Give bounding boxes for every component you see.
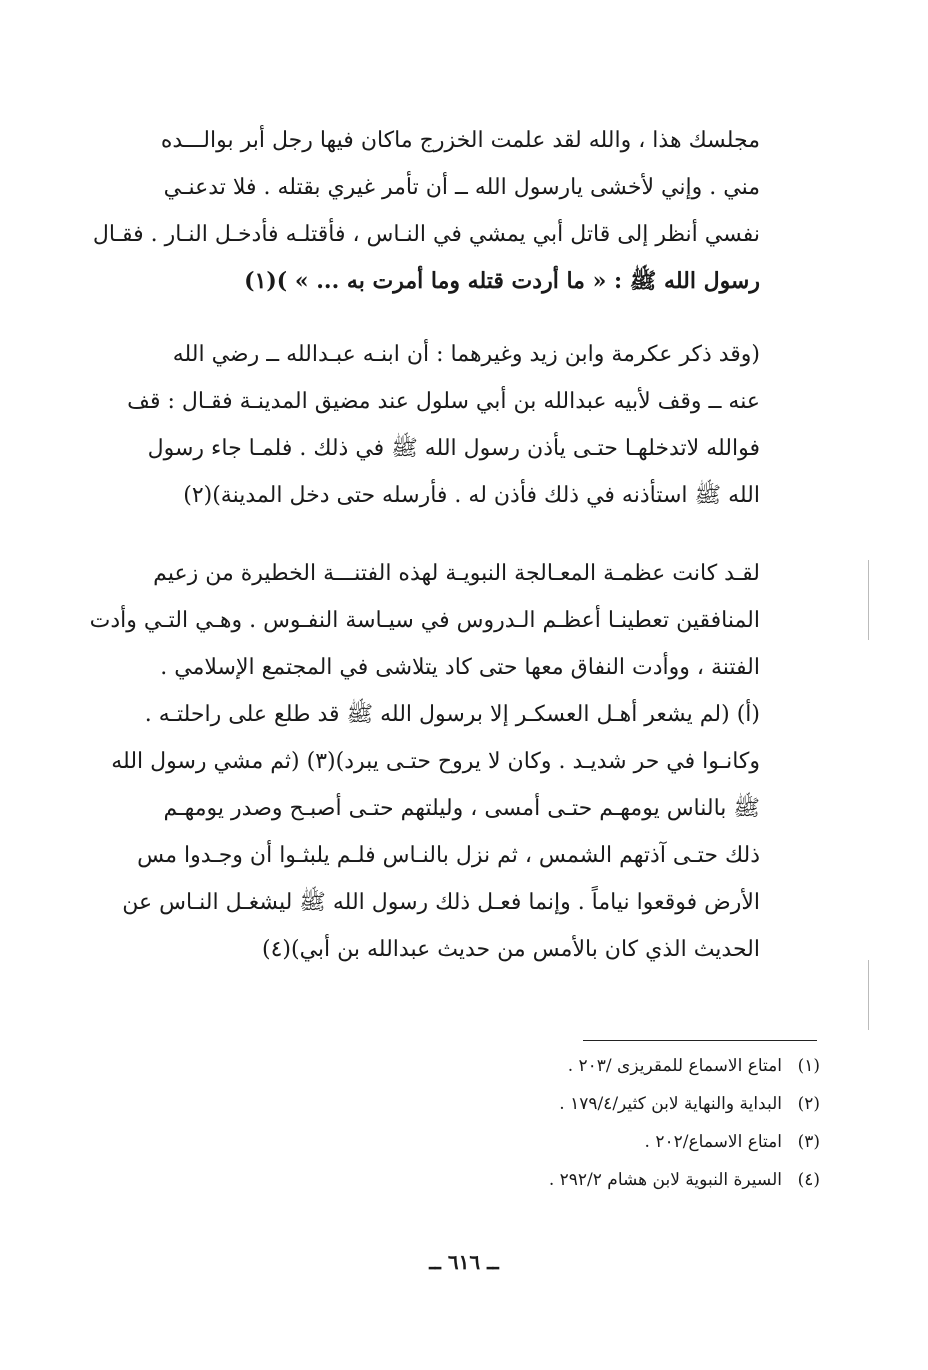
- paragraph-2: [82, 331, 760, 519]
- scan-margin-line: [868, 560, 869, 640]
- footnote-number: (٤): [797, 1170, 820, 1190]
- scan-margin-line: [868, 960, 869, 1030]
- page-number: ــ ٦١٦ ــ: [429, 1250, 499, 1274]
- footnote-divider: [583, 1040, 817, 1041]
- text-line: المنافقين تعطينـا أعظـم الـدروس في سيـاسة النفـوس . وهـي التـي وأدت: [89, 608, 760, 633]
- footnote-number: (٢): [797, 1094, 820, 1114]
- text-line: الفتنة ، ووأدت النفاق معها حتى كاد يتلاشى في المجتمع الإسلامي .: [160, 655, 760, 680]
- text-line: الحديث الذي كان بالأمس من حديث عبدالله بن أبي)(٤): [262, 937, 760, 962]
- text-line: مجلسك هذا ، والله لقد علمت الخزرج ماكان فيها رجل أبر بوالـــده: [160, 128, 760, 153]
- text-line: ﷺ بالناس يومهـم حتـى أمسى ، وليلتهم حتـى أصبـح وصدر يومهـم: [163, 796, 760, 821]
- footnote-item: [440, 1123, 820, 1161]
- footnote-item: [440, 1161, 820, 1199]
- paragraph-3: [82, 550, 760, 973]
- footnote-text: البداية والنهاية لابن كثير/١٧٩/٤ .: [559, 1094, 782, 1114]
- text-line: فوالله لاتدخلهـا حتـى يأذن رسول الله ﷺ في ذلك . فلمـا جاء رسول: [147, 436, 760, 461]
- footnote-item: [440, 1047, 820, 1085]
- text-line: نفسي أنظر إلى قاتل أبي يمشي في النـاس ، فأقتلـه فأدخـل النـار . فقـال: [92, 222, 760, 247]
- text-line: عنه ــ وقف لأبيه عبدالله بن أبي سلول عند مضيق المدينـة فقـال : قف: [127, 389, 760, 414]
- footnote-number: (١): [797, 1056, 820, 1076]
- footnote-item: [440, 1085, 820, 1123]
- text-line: ذلك حتـى آذتهم الشمس ، ثم نزل بالنـاس فلـم يلبثـوا أن وجـدوا مس: [137, 843, 760, 868]
- text-line: لقـد كانت عظمـة المعـالجة النبويـة لهذه الفتنـــة الخطيرة من زعيم: [153, 561, 760, 586]
- footnote-text: السيرة النبوية لابن هشام ٢٩٢/٢ .: [548, 1170, 782, 1190]
- text-line: وكانـوا في حر شديـد . وكان لا يروح حتـى يبرد)(٣) (ثم مشي رسول الله: [111, 749, 760, 774]
- text-line: الله ﷺ استأذنه في ذلك فأذن له . فأرسله حتى دخل المدينة)(٢): [183, 483, 760, 508]
- footnote-text: امتاع الاسماع/٢٠٢ .: [644, 1132, 782, 1152]
- footnotes: [440, 1047, 820, 1199]
- footnote-number: (٣): [797, 1132, 820, 1152]
- footnote-text: امتاع الاسماع للمقريزى /٢٠٣ .: [567, 1056, 782, 1076]
- text-line: (وقد ذكر عكرمة وابن زيد وغيرهما : أن ابنـه عبـدالله ــ رضي الله: [172, 342, 760, 367]
- text-line: الأرض فوقعوا نياماً . وإنما فعـل ذلك رسول الله ﷺ ليشغـل النـاس عن: [122, 890, 760, 915]
- paragraph-1: [82, 117, 760, 305]
- text-line: (أ) (لم يشعر أهـل العسكـر إلا برسول الله ﷺ قد طلع على راحلتـه .: [144, 702, 760, 727]
- text-line-quote: رسول الله ﷺ : « ما أردت قتله وما أمرت به ... » )(١): [244, 268, 760, 294]
- text-line: مني . وإني لأخشى يارسول الله ــ أن تأمر غيري بقتله . فلا تدعنـي: [163, 175, 760, 200]
